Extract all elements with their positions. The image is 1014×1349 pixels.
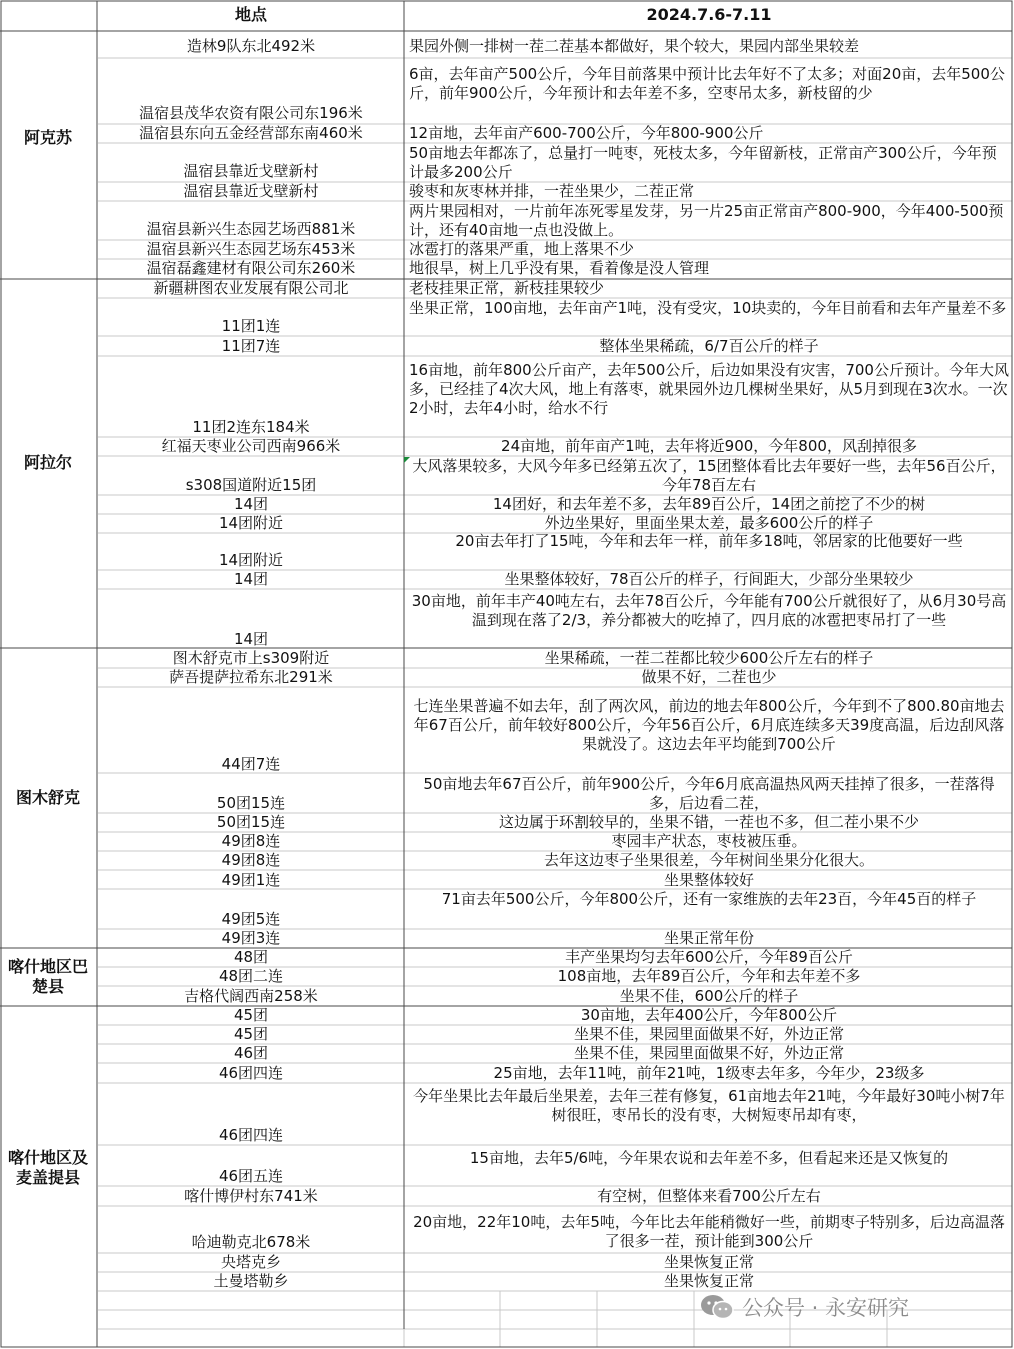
row-36-location: 46团四连 xyxy=(218,1064,284,1082)
row-19-location: 14团 xyxy=(233,630,269,648)
row-39-observation: 有空树，但整体来看700公斤左右 xyxy=(597,1187,821,1205)
row-42-observation: 坐果恢复正常 xyxy=(663,1272,754,1290)
row-2-location: 温宿县茂华农资有限公司东196米 xyxy=(139,104,363,122)
row-38-location: 46团五连 xyxy=(218,1167,284,1185)
row-5-location: 温宿县靠近戈壁新村 xyxy=(183,182,319,200)
row-28-observation: 71亩去年500公斤，今年800公斤，还有一家维族的去年23百，今年45百的样子 xyxy=(441,890,977,908)
row-23-location: 50团15连 xyxy=(216,794,286,812)
row-12-location: 11团2连东184米 xyxy=(192,418,310,436)
row-15-observation: 14团好，和去年差不多，去年89百公斤，14团之前挖了不少的树 xyxy=(492,495,926,513)
row-10-observation: 坐果正常，100亩地，去年亩产1吨，没有受灾，10块卖的，今年目前看和去年产量差不多 xyxy=(409,299,1007,317)
row-39-location: 喀什博伊村东741米 xyxy=(184,1187,318,1205)
row-27-location: 49团1连 xyxy=(221,871,281,889)
row-25-observation: 枣园丰产状态，枣枝被压垂。 xyxy=(611,832,807,850)
region-bachu: 喀什地区巴楚县 xyxy=(7,957,88,996)
row-4-location: 温宿县靠近戈壁新村 xyxy=(183,162,319,180)
row-7-location: 温宿县新兴生态园艺场东453米 xyxy=(146,240,356,258)
row-26-location: 49团8连 xyxy=(221,851,281,869)
row-30-location: 48团 xyxy=(233,948,269,966)
row-10-location: 11团1连 xyxy=(221,317,281,335)
row-29-observation: 坐果正常年份 xyxy=(663,929,754,947)
watermark-text: 公众号 · 永安研究 xyxy=(742,1296,910,1320)
region-tumxuk: 图木舒克 xyxy=(15,788,80,807)
row-11-location: 11团7连 xyxy=(221,337,281,355)
row-32-location: 吉格代阔西南258米 xyxy=(184,987,318,1005)
header-location: 地点 xyxy=(234,5,267,24)
row-15-location: 14团 xyxy=(233,495,269,513)
region-maigaiti: 喀什地区及麦盖提县 xyxy=(7,1148,88,1187)
row-9-location: 新疆耕图农业发展有限公司北 xyxy=(153,279,349,297)
row-11-observation: 整体坐果稀疏，6/7百公斤的样子 xyxy=(599,337,819,355)
row-14-location: s308国道附近15团 xyxy=(185,476,317,494)
row-42-location: 土曼塔勒乡 xyxy=(213,1272,289,1290)
row-17-observation: 20亩去年打了15吨，今年和去年一样，前年多18吨，邻居家的比他要好一些 xyxy=(455,532,963,550)
row-37-observation: 今年坐果比去年最后坐果差，去年三茬有修复，61亩地去年21吨，今年最好30吨小树7年树很旺，枣吊长的没有枣，大树短枣吊却有枣， xyxy=(413,1087,1005,1124)
row-13-observation: 24亩地，前年亩产1吨，去年将近900，今年800，风刮掉很多 xyxy=(501,437,917,455)
row-17-location: 14团附近 xyxy=(218,551,284,569)
row-16-location: 14团附近 xyxy=(218,514,284,532)
row-28-location: 49团5连 xyxy=(221,910,281,928)
row-7-observation: 冰雹打的落果严重，地上落果不少 xyxy=(409,240,635,258)
row-33-location: 45团 xyxy=(233,1006,269,1024)
row-35-location: 46团 xyxy=(233,1044,269,1062)
row-9-observation: 老枝挂果正常，新枝挂果较少 xyxy=(409,279,605,297)
row-6-observation: 两片果园相对，一片前年冻死零星发芽，另一片25亩正常亩产800-900，今年400-500预计，还有40亩地一点也没做上。 xyxy=(409,202,1004,239)
row-27-observation: 坐果整体较好 xyxy=(663,871,754,889)
row-1-observation: 果园外侧一排树一茬二茬基本都做好，果个较大，果园内部坐果较差 xyxy=(409,37,860,55)
row-6-location: 温宿县新兴生态园艺场西881米 xyxy=(146,220,356,238)
row-29-location: 49团3连 xyxy=(221,929,281,947)
row-20-location: 图木舒克市上s309附近 xyxy=(172,649,330,667)
row-23-observation: 50亩地去年67百公斤，前年900公斤，今年6月底高温热风两天挂掉了很多，一茬落得多，后边看二茬， xyxy=(423,775,995,812)
row-32-observation: 坐果不佳，600公斤的样子 xyxy=(619,987,799,1005)
row-24-location: 50团15连 xyxy=(216,813,286,831)
row-37-location: 46团四连 xyxy=(218,1126,284,1144)
row-34-location: 45团 xyxy=(233,1025,269,1043)
row-12-observation: 16亩地，前年800公斤亩产，去年500公斤，后边如果没有灾害，700公斤预计。今年大风多，已经挂了4次大风，地上有落枣，就果园外边几棵树坐果好，从5月到现在3次水。一次2小时，去年4小时，给水不行 xyxy=(409,361,1009,417)
row-31-observation: 108亩地，去年89百公斤，今年和去年差不多 xyxy=(557,967,861,985)
row-1-location: 造林9队东北492米 xyxy=(186,37,316,55)
row-19-observation: 30亩地，前年丰产40吨左右，去年78百公斤，今年能有700公斤就很好了，从6月30号高温到现在落了2/3，养分都被大的吃掉了，四月底的冰雹把枣吊打了一些 xyxy=(411,592,1007,629)
row-30-observation: 丰产坐果均匀去年600公斤，今年89百公斤 xyxy=(565,948,853,966)
row-25-location: 49团8连 xyxy=(221,832,281,850)
wechat-icon xyxy=(700,1294,734,1320)
row-34-observation: 坐果不佳，果园里面做果不好，外边正常 xyxy=(573,1025,844,1043)
row-26-observation: 去年这边枣子坐果很差，今年树间坐果分化很大。 xyxy=(543,851,874,869)
row-21-location: 萨吾提萨拉希东北291米 xyxy=(169,668,333,686)
row-20-observation: 坐果稀疏，一茬二茬都比较少600公斤左右的样子 xyxy=(544,649,874,667)
row-14-observation: 大风落果较多，大风今年多已经第五次了，15团整体看比去年要好一些，去年56百公斤，今年78百左右 xyxy=(412,457,1006,494)
row-24-observation: 这边属于环割较早的，坐果不错，一茬也不多，但二茬小果不少 xyxy=(498,813,919,831)
row-8-location: 温宿磊鑫建材有限公司东260米 xyxy=(146,259,356,277)
region-aksu: 阿克苏 xyxy=(23,128,72,147)
row-4-observation: 50亩地去年都冻了，总量打一吨枣，死枝太多，今年留新枝，正常亩产300公斤，今年预计最多200公斤 xyxy=(409,144,997,181)
row-18-observation: 坐果整体较好，78百公斤的样子，行间距大，少部分坐果较少 xyxy=(504,570,914,588)
watermark xyxy=(700,1292,1000,1322)
row-40-observation: 20亩地，22年10吨，去年5吨，今年比去年能稍微好一些，前期枣子特别多，后边高温落了很多一茬，预计能到300公斤 xyxy=(413,1213,1005,1250)
row-13-location: 红福天枣业公司西南966米 xyxy=(161,437,341,455)
row-41-location: 央塔克乡 xyxy=(220,1253,281,1271)
row-36-observation: 25亩地，去年11吨，前年21吨，1级枣去年多，今年少，23级多 xyxy=(493,1064,925,1082)
row-16-observation: 外边坐果好，里面坐果太差，最多600公斤的样子 xyxy=(544,514,874,532)
row-31-location: 48团二连 xyxy=(218,967,284,985)
row-21-observation: 做果不好，二茬也少 xyxy=(641,668,777,686)
row-3-observation: 12亩地，去年亩产600-700公斤，今年800-900公斤 xyxy=(409,124,764,142)
row-38-observation: 15亩地，去年5/6吨，今年果农说和去年差不多，但看起来还是又恢复的 xyxy=(469,1149,949,1167)
row-22-location: 44团7连 xyxy=(221,755,281,773)
row-41-observation: 坐果恢复正常 xyxy=(663,1253,754,1271)
row-18-location: 14团 xyxy=(233,570,269,588)
header-date-range: 2024.7.6-7.11 xyxy=(646,5,772,24)
row-2-observation: 6亩，去年亩产500公斤，今年目前落果中预计比去年好不了太多；对面20亩，去年500公斤，前年900公斤，今年预计和去年差不多，空枣吊太多，新枝留的少 xyxy=(409,65,1005,102)
row-33-observation: 30亩地，去年400公斤，今年800公斤 xyxy=(580,1006,838,1024)
row-5-observation: 骏枣和灰枣林并排，一茬坐果少，二茬正常 xyxy=(409,182,695,200)
row-3-location: 温宿县东向五金经营部东南460米 xyxy=(139,124,363,142)
row-8-observation: 地很旱，树上几乎没有果，看着像是没人管理 xyxy=(409,259,710,277)
row-22-observation: 七连坐果普遍不如去年，刮了两次风，前边的地去年800公斤，今年到不了800.80亩地去年67百公斤，前年较好800公斤，今年56百公斤，6月底连续多天39度高温，后边刮风落果就没了。这边去年平均能到700公斤 xyxy=(413,697,1005,753)
row-35-observation: 坐果不佳，果园里面做果不好，外边正常 xyxy=(573,1044,844,1062)
region-alar: 阿拉尔 xyxy=(23,453,72,472)
row-40-location: 哈迪勒克北678米 xyxy=(191,1233,311,1251)
